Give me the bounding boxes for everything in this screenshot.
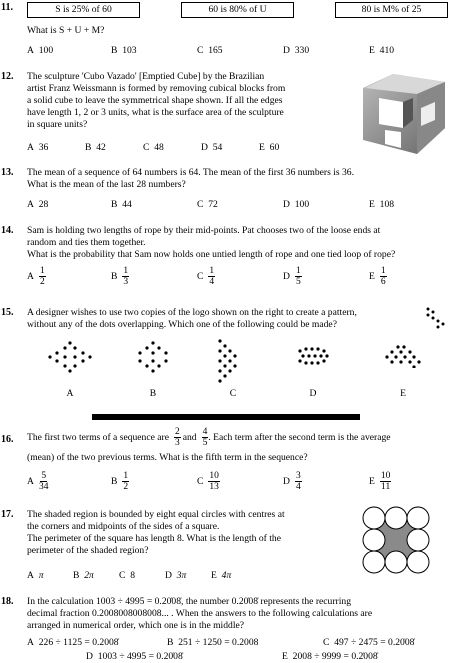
q11-opt-b: 103 bbox=[122, 45, 137, 56]
q14-opt-c: $\frac{1}{4}$ bbox=[209, 266, 215, 287]
q13-opt-c: 72 bbox=[208, 199, 218, 210]
q18-options-row-2 bbox=[86, 651, 378, 662]
q17-number: 17. bbox=[1, 509, 14, 520]
q17-opt-e-letter: E bbox=[211, 570, 217, 581]
q12-opt-c-letter: C bbox=[143, 142, 150, 153]
q12-line: a solid cube to leave the symmetrical shape shown. If all the edges bbox=[27, 95, 283, 106]
circles-diagram bbox=[360, 504, 432, 576]
q11-opt-e: 410 bbox=[379, 45, 395, 56]
q11-box-3: 80 is M% of 25 bbox=[335, 2, 448, 18]
q18-number: 18. bbox=[1, 596, 14, 607]
q14-line: random and ties them together. bbox=[27, 237, 146, 248]
q16-opt-d: $\frac{3}{4}$ bbox=[295, 471, 301, 492]
q17-line: perimeter of the shaded region? bbox=[27, 545, 149, 556]
q11-opt-a: 100 bbox=[38, 45, 54, 56]
q18-opt-b: 251 ÷ 1250 = 0.2008 bbox=[178, 637, 259, 648]
q12-opt-c: 48 bbox=[154, 142, 164, 153]
q18-opt-a: 226 ÷ 1125 = 0.2008̇ bbox=[38, 637, 119, 648]
q17-options bbox=[27, 570, 231, 581]
q13-opt-d: 100 bbox=[294, 199, 310, 210]
q18-opt-d-letter: D bbox=[86, 651, 93, 662]
q18-opt-c: 497 ÷ 2475 = 0.20̇08̇ bbox=[334, 637, 415, 648]
q18-text bbox=[27, 596, 372, 632]
q12-opt-e-letter: E bbox=[259, 142, 265, 153]
q13-options bbox=[27, 199, 394, 210]
q11-options bbox=[27, 45, 394, 56]
q16-opt-e-letter: E bbox=[369, 476, 375, 487]
q17-opt-c: 8 bbox=[130, 570, 135, 581]
q17-text bbox=[27, 509, 285, 557]
q15-number: 15. bbox=[1, 307, 14, 318]
q11-opt-a-letter: A bbox=[27, 45, 34, 56]
q17-opt-b-letter: B bbox=[73, 570, 80, 581]
q12-line: have length 1, 2 or 3 units, what is the surface area of the sculpture bbox=[27, 107, 284, 118]
q15-text bbox=[27, 307, 357, 331]
q12-line: artist Franz Weissmann is formed by removing cubical blocks from bbox=[27, 83, 286, 94]
section-divider bbox=[92, 414, 360, 420]
q15-pattern-e bbox=[384, 344, 422, 368]
q14-line: What is the probability that Sam now holds one untied length of rope and one tied loop of rope? bbox=[27, 249, 396, 260]
q11-opt-d: 330 bbox=[294, 45, 310, 56]
sculpture-image bbox=[357, 68, 449, 160]
q12-opt-b: 42 bbox=[96, 142, 106, 153]
q12-opt-b-letter: B bbox=[85, 142, 92, 153]
q14-opt-d: $\frac{1}{5}$ bbox=[295, 266, 301, 287]
q18-opt-d: 1003 ÷ 4995 = 0.20̇08̇ bbox=[97, 651, 183, 662]
q18-line: decimal fraction 0.2008008008008... . When the answers to the following calculations are bbox=[27, 608, 373, 619]
q15-label-e: E bbox=[400, 388, 406, 399]
q12-opt-a-letter: A bbox=[27, 142, 34, 153]
q17-opt-d-letter: D bbox=[165, 570, 172, 581]
q15-label-d: D bbox=[309, 388, 317, 399]
q11-opt-d-letter: D bbox=[283, 45, 290, 56]
q11-opt-e-letter: E bbox=[369, 45, 375, 56]
q14-opt-b: $\frac{1}{3}$ bbox=[123, 266, 129, 287]
q18-opt-a-letter: A bbox=[27, 637, 34, 648]
q11-box-1: S is 25% of 60 bbox=[27, 2, 140, 18]
q17-opt-c-letter: C bbox=[119, 570, 126, 581]
q18-options-row-1 bbox=[27, 637, 414, 648]
q17-opt-a-letter: A bbox=[27, 570, 34, 581]
q15-pattern-d bbox=[296, 346, 330, 366]
q12-opt-a: 36 bbox=[38, 142, 49, 153]
q14-opt-e: $\frac{1}{6}$ bbox=[380, 266, 386, 287]
q15-line: without any of the dots overlapping. Which one of the following could be made? bbox=[27, 319, 337, 330]
q16-frac-1: $\frac{2}{3}$ bbox=[174, 427, 180, 448]
q14-opt-c-letter: C bbox=[197, 271, 204, 282]
q17-opt-d: 3π bbox=[176, 570, 187, 581]
logo-dots-image bbox=[424, 306, 448, 330]
q16-opt-d-letter: D bbox=[283, 476, 290, 487]
q13-line: The mean of a sequence of 64 numbers is 64. The mean of the first 36 numbers is 36. bbox=[27, 167, 354, 178]
q16-and: and bbox=[182, 431, 197, 443]
q12-opt-e: 60 bbox=[269, 142, 280, 153]
q16-line-1b: . Each term after the second term is the average bbox=[208, 431, 391, 443]
q14-options bbox=[27, 266, 387, 287]
q16-line-1a: The first two terms of a sequence are bbox=[27, 431, 169, 443]
q11-number: 11. bbox=[1, 2, 13, 13]
q16-line-1 bbox=[27, 427, 391, 448]
q16-opt-b: $\frac{1}{2}$ bbox=[123, 471, 129, 492]
q15-label-c: C bbox=[229, 388, 237, 399]
q18-opt-b-letter: B bbox=[167, 637, 174, 648]
q18-line: arranged in numerical order, which one is in the middle? bbox=[27, 620, 244, 631]
q11-box-2: 60 is 80% of U bbox=[181, 2, 294, 18]
q16-options bbox=[27, 471, 391, 492]
q12-line: in square units? bbox=[27, 119, 88, 130]
q15-pattern-a bbox=[46, 340, 94, 374]
q17-opt-a: π bbox=[38, 570, 44, 581]
q16-number: 16. bbox=[1, 434, 14, 445]
q15-pattern-b bbox=[136, 340, 170, 374]
q16-opt-c-letter: C bbox=[197, 476, 204, 487]
q13-opt-e: 108 bbox=[379, 199, 395, 210]
q18-line: In the calculation 1003 ÷ 4995 = 0.20̇08̇, the number 0.20̇08̇ represents the recurring bbox=[27, 596, 351, 607]
q12-number: 12. bbox=[1, 71, 14, 82]
q11-opt-b-letter: B bbox=[111, 45, 118, 56]
q12-options bbox=[27, 142, 279, 153]
q13-opt-d-letter: D bbox=[283, 199, 290, 210]
q11-opt-c: 165 bbox=[208, 45, 223, 56]
q17-line: the corners and midpoints of the sides of a square. bbox=[27, 521, 220, 532]
q13-line: What is the mean of the last 28 numbers? bbox=[27, 179, 186, 190]
q16-opt-a: $\frac{5}{34}$ bbox=[38, 471, 49, 492]
q16-line-2: (mean) of the two previous terms. What is the fifth term in the sequence? bbox=[27, 452, 308, 463]
q14-line: Sam is holding two lengths of rope by their mid-points. Pat chooses two of the loose ends at bbox=[27, 225, 381, 236]
q18-opt-e: 2008 ÷ 9999 = 0.2̇008̇ bbox=[292, 651, 378, 662]
q16-opt-b-letter: B bbox=[111, 476, 118, 487]
q16-opt-c: $\frac{10}{13}$ bbox=[209, 471, 219, 492]
q14-opt-a: $\frac{1}{2}$ bbox=[39, 266, 45, 287]
q17-line: The shaded region is bounded by eight equal circles with centres at bbox=[27, 509, 285, 520]
q11-opt-c-letter: C bbox=[197, 45, 204, 56]
q14-opt-b-letter: B bbox=[111, 271, 118, 282]
q17-opt-e: 4π bbox=[221, 570, 232, 581]
q13-opt-b: 44 bbox=[122, 199, 132, 210]
q17-line: The perimeter of the square has length 8. What is the length of the bbox=[27, 533, 281, 544]
q12-text bbox=[27, 71, 285, 131]
q14-number: 14. bbox=[1, 225, 14, 236]
q12-opt-d-letter: D bbox=[201, 142, 208, 153]
q18-opt-c-letter: C bbox=[323, 637, 330, 648]
q12-opt-d: 54 bbox=[212, 142, 223, 153]
q13-opt-c-letter: C bbox=[197, 199, 204, 210]
q14-opt-e-letter: E bbox=[369, 271, 375, 282]
q13-number: 13. bbox=[1, 167, 14, 178]
q14-opt-a-letter: A bbox=[27, 271, 34, 282]
q13-opt-a: 28 bbox=[38, 199, 49, 210]
q14-text bbox=[27, 225, 395, 261]
q15-label-a: A bbox=[66, 388, 74, 399]
q16-opt-a-letter: A bbox=[27, 476, 34, 487]
q13-opt-b-letter: B bbox=[111, 199, 118, 210]
q15-label-b: B bbox=[149, 388, 157, 399]
q12-line: The sculpture 'Cubo Vazado' [Emptied Cube] by the Brazilian bbox=[27, 71, 265, 82]
q17-opt-b: 2π bbox=[84, 570, 94, 581]
q14-opt-d-letter: D bbox=[283, 271, 290, 282]
q16-opt-e: $\frac{10}{11}$ bbox=[380, 471, 391, 492]
q13-opt-e-letter: E bbox=[369, 199, 375, 210]
q18-opt-e-letter: E bbox=[282, 651, 288, 662]
q15-line: A designer wishes to use two copies of the logo shown on the right to create a pattern, bbox=[27, 307, 357, 318]
q11-question: What is S + U + M? bbox=[27, 25, 105, 36]
q15-pattern-c bbox=[216, 338, 240, 384]
q13-text bbox=[27, 167, 354, 191]
q16-frac-2: $\frac{4}{5}$ bbox=[202, 427, 208, 448]
q13-opt-a-letter: A bbox=[27, 199, 34, 210]
